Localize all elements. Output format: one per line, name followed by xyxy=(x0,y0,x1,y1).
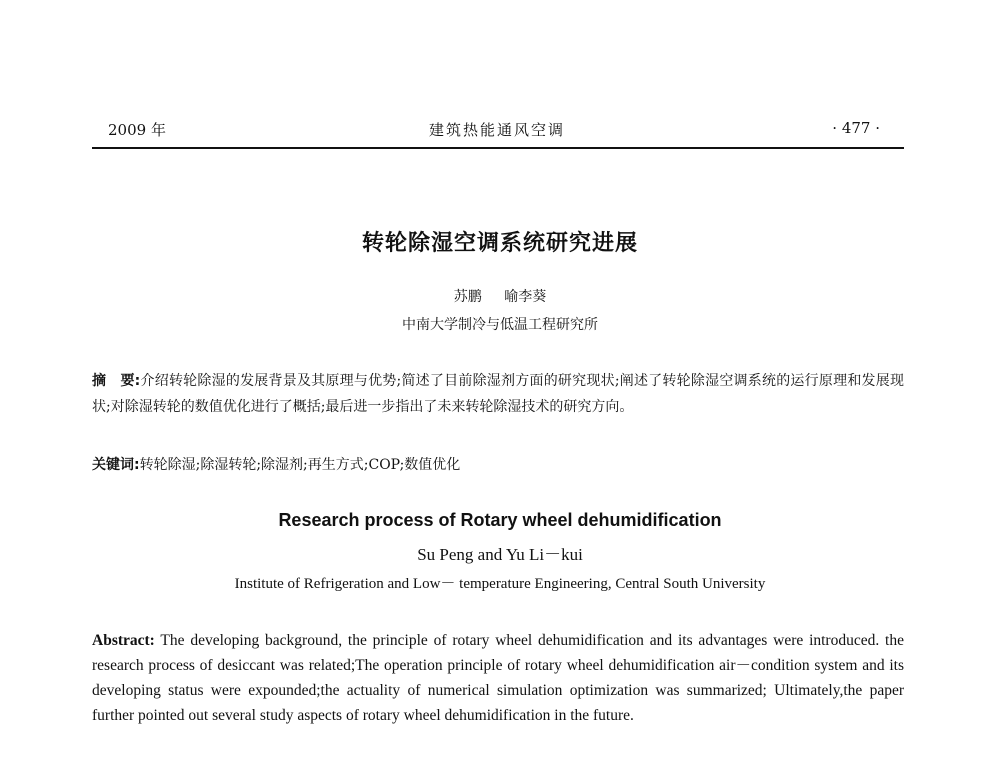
author-1-chinese: 苏鹏 xyxy=(453,289,482,305)
keywords-chinese-label: 关键词: xyxy=(92,457,140,473)
keywords-chinese-text: 转轮除湿;除湿转轮;除湿剂;再生方式;COP;数值优化 xyxy=(139,457,461,473)
author-2-chinese: 喻李葵 xyxy=(504,289,547,305)
running-header xyxy=(92,119,902,143)
header-rule xyxy=(92,147,904,149)
header-journal-name: 建筑热能通风空调 xyxy=(428,121,565,139)
abstract-chinese-label: 摘 要: xyxy=(92,373,141,389)
keywords-chinese xyxy=(92,454,460,474)
paper-title-english: Research process of Rotary wheel dehumidification xyxy=(278,510,722,530)
authors-english: Su Peng and Yu Li－kui xyxy=(417,545,583,564)
header-year: 2009 年 xyxy=(108,121,166,139)
abstract-chinese-text: 介绍转轮除湿的发展背景及其原理与优势;简述了目前除湿剂方面的研究现状;阐述了转轮除湿空调系统的运行原理和发展现状;对除湿转轮的数值优化进行了概括;最后进一步指出了未来转轮除湿技术的研究方向。 xyxy=(92,373,904,415)
abstract-chinese xyxy=(92,368,904,420)
paper-title-chinese: 转轮除湿空调系统研究进展 xyxy=(361,231,638,256)
affiliation-english: Institute of Refrigeration and Low－ temperature Engineering, Central South University xyxy=(234,576,766,592)
header-page-number: · 477 · xyxy=(832,119,880,137)
affiliation-chinese: 中南大学制冷与低温工程研究所 xyxy=(402,317,598,333)
authors-chinese xyxy=(0,286,1000,306)
abstract-english xyxy=(92,628,904,728)
abstract-english-label: Abstract: xyxy=(92,632,155,649)
abstract-english-text: The developing background, the principle of rotary wheel dehumidification and its advantages were introduced. the research process of desiccant was related;The operation principle of rotary wheel dehumidification air－condition system and its developing status were expounded;the actuality of numerical simulation optimization was summarized; Ultimately,the paper further pointed out several study aspects of rotary wheel dehumidification in the future. xyxy=(92,632,904,724)
